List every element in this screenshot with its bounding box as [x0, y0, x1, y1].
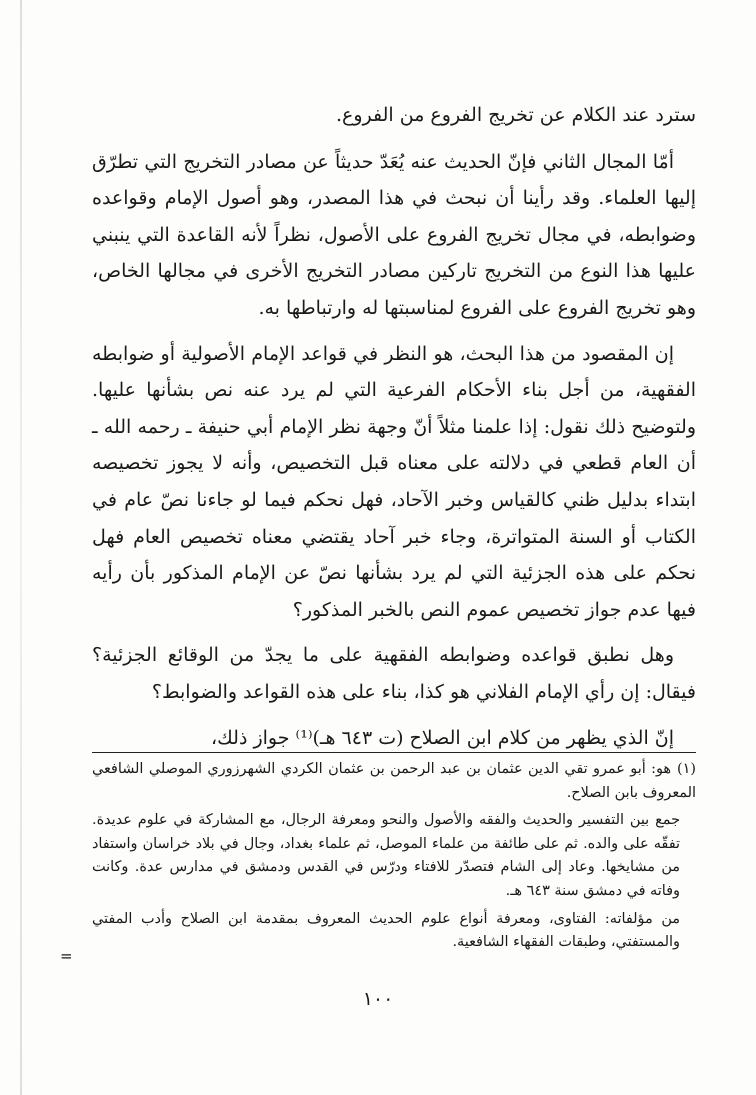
page-edge-shadow: [20, 0, 22, 1095]
main-text: [92, 97, 696, 765]
paragraph-3: إن المقصود من هذا البحث، هو النظر في قواعد الإمام الأصولية أو ضوابطه الفقهية، من أجل بناء الأحكام الفرعية التي لم يرد عنه نص بشأنها عليها. ولتوضيح ذلك نقول: إذا علمنا مثلاً أنّ وجهة نظر الإمام أبي حنيفة ـ رحمه الله ـ أن العام قطعي في دلالته على معناه قبل التخصيص، وأنه لا يجوز تخصيصه ابتداء بدليل ظني كالقياس وخبر الآحاد، فهل نحكم فيما لو جاءنا نصّ عام في الكتاب أو السنة المتواترة، وجاء خبر آحاد يقتضي معناه تخصيص العام فهل نحكم على هذه الجزئية التي لم يرد بشأنها نصّ عن الإمام المذكور بأن رأيه فيها عدم جواز تخصيص عموم النص بالخبر المذكور؟: [92, 342, 696, 621]
footnote-1-bio: جمع بين التفسير والحديث والفقه والأصول والنحو ومعرفة الرجال، مع المشاركة في علوم عديدة. تفقّه على والده. ثم على طائفة من علماء الموصل، ثم علماء بغداد، وجال في بلاد خراسان واستفاد من مشايخها. وعاد إلى الشام فتصدّر للافتاء ودرّس في القدس ودمشق في مدارس عدة. وكانت وفاته في دمشق سنة ٦٤٣ هـ.: [92, 812, 680, 899]
footnote-number: (١): [677, 761, 696, 777]
paragraph-5: إنّ الذي يظهر من كلام ابن الصلاح (ت ٦٤٣ هـ)⁽¹⁾ جواز ذلك،: [211, 726, 674, 749]
footnote-1-works: من مؤلفاته: الفتاوى، ومعرفة أنواع علوم الحديث المعروف بمقدمة ابن الصلاح وأدب المفتي والمستفتي، وطبقات الفقهاء الشافعية.: [92, 910, 680, 951]
paragraph-1: سترد عند الكلام عن تخريج الفروع من الفروع.: [336, 104, 696, 126]
page-number: ١٠٠: [362, 988, 394, 1010]
footnote-separator: [92, 752, 696, 753]
footnotes: [92, 758, 696, 959]
paragraph-2: أمّا المجال الثاني فإنّ الحديث عنه يُعَدّ حديثاً عن مصادر التخريج التي تطرّق إليها العلماء. وقد رأينا أن نبحث في هذا المصدر، وهو أصول الإمام وقواعده وضوابطه، في مجال تخريج الفروع على الأصول، نظراً لأنه القاعدة التي ينبني عليها هذا النوع من التخريج تاركين مصادر التخريج الأخرى في مجالها الخاص، وهو تخريج الفروع على الفروع لمناسبتها له وارتباطها به.: [92, 150, 696, 319]
footnote-1-text: هو: أبو عمرو تقي الدين عثمان بن عبد الرحمن بن عثمان الكردي الشهرزوري الموصلي الشافعي المعروف بابن الصلاح.: [92, 761, 696, 801]
footnote-1: [92, 758, 696, 805]
continuation-mark: =: [60, 947, 73, 965]
paragraph-4: وهل نطبق قواعده وضوابطه الفقهية على ما يجدّ من الوقائع الجزئية؟ فيقال: إن رأي الإمام الفلاني هو كذا، بناء على هذه القواعد والضوابط؟: [92, 644, 696, 703]
